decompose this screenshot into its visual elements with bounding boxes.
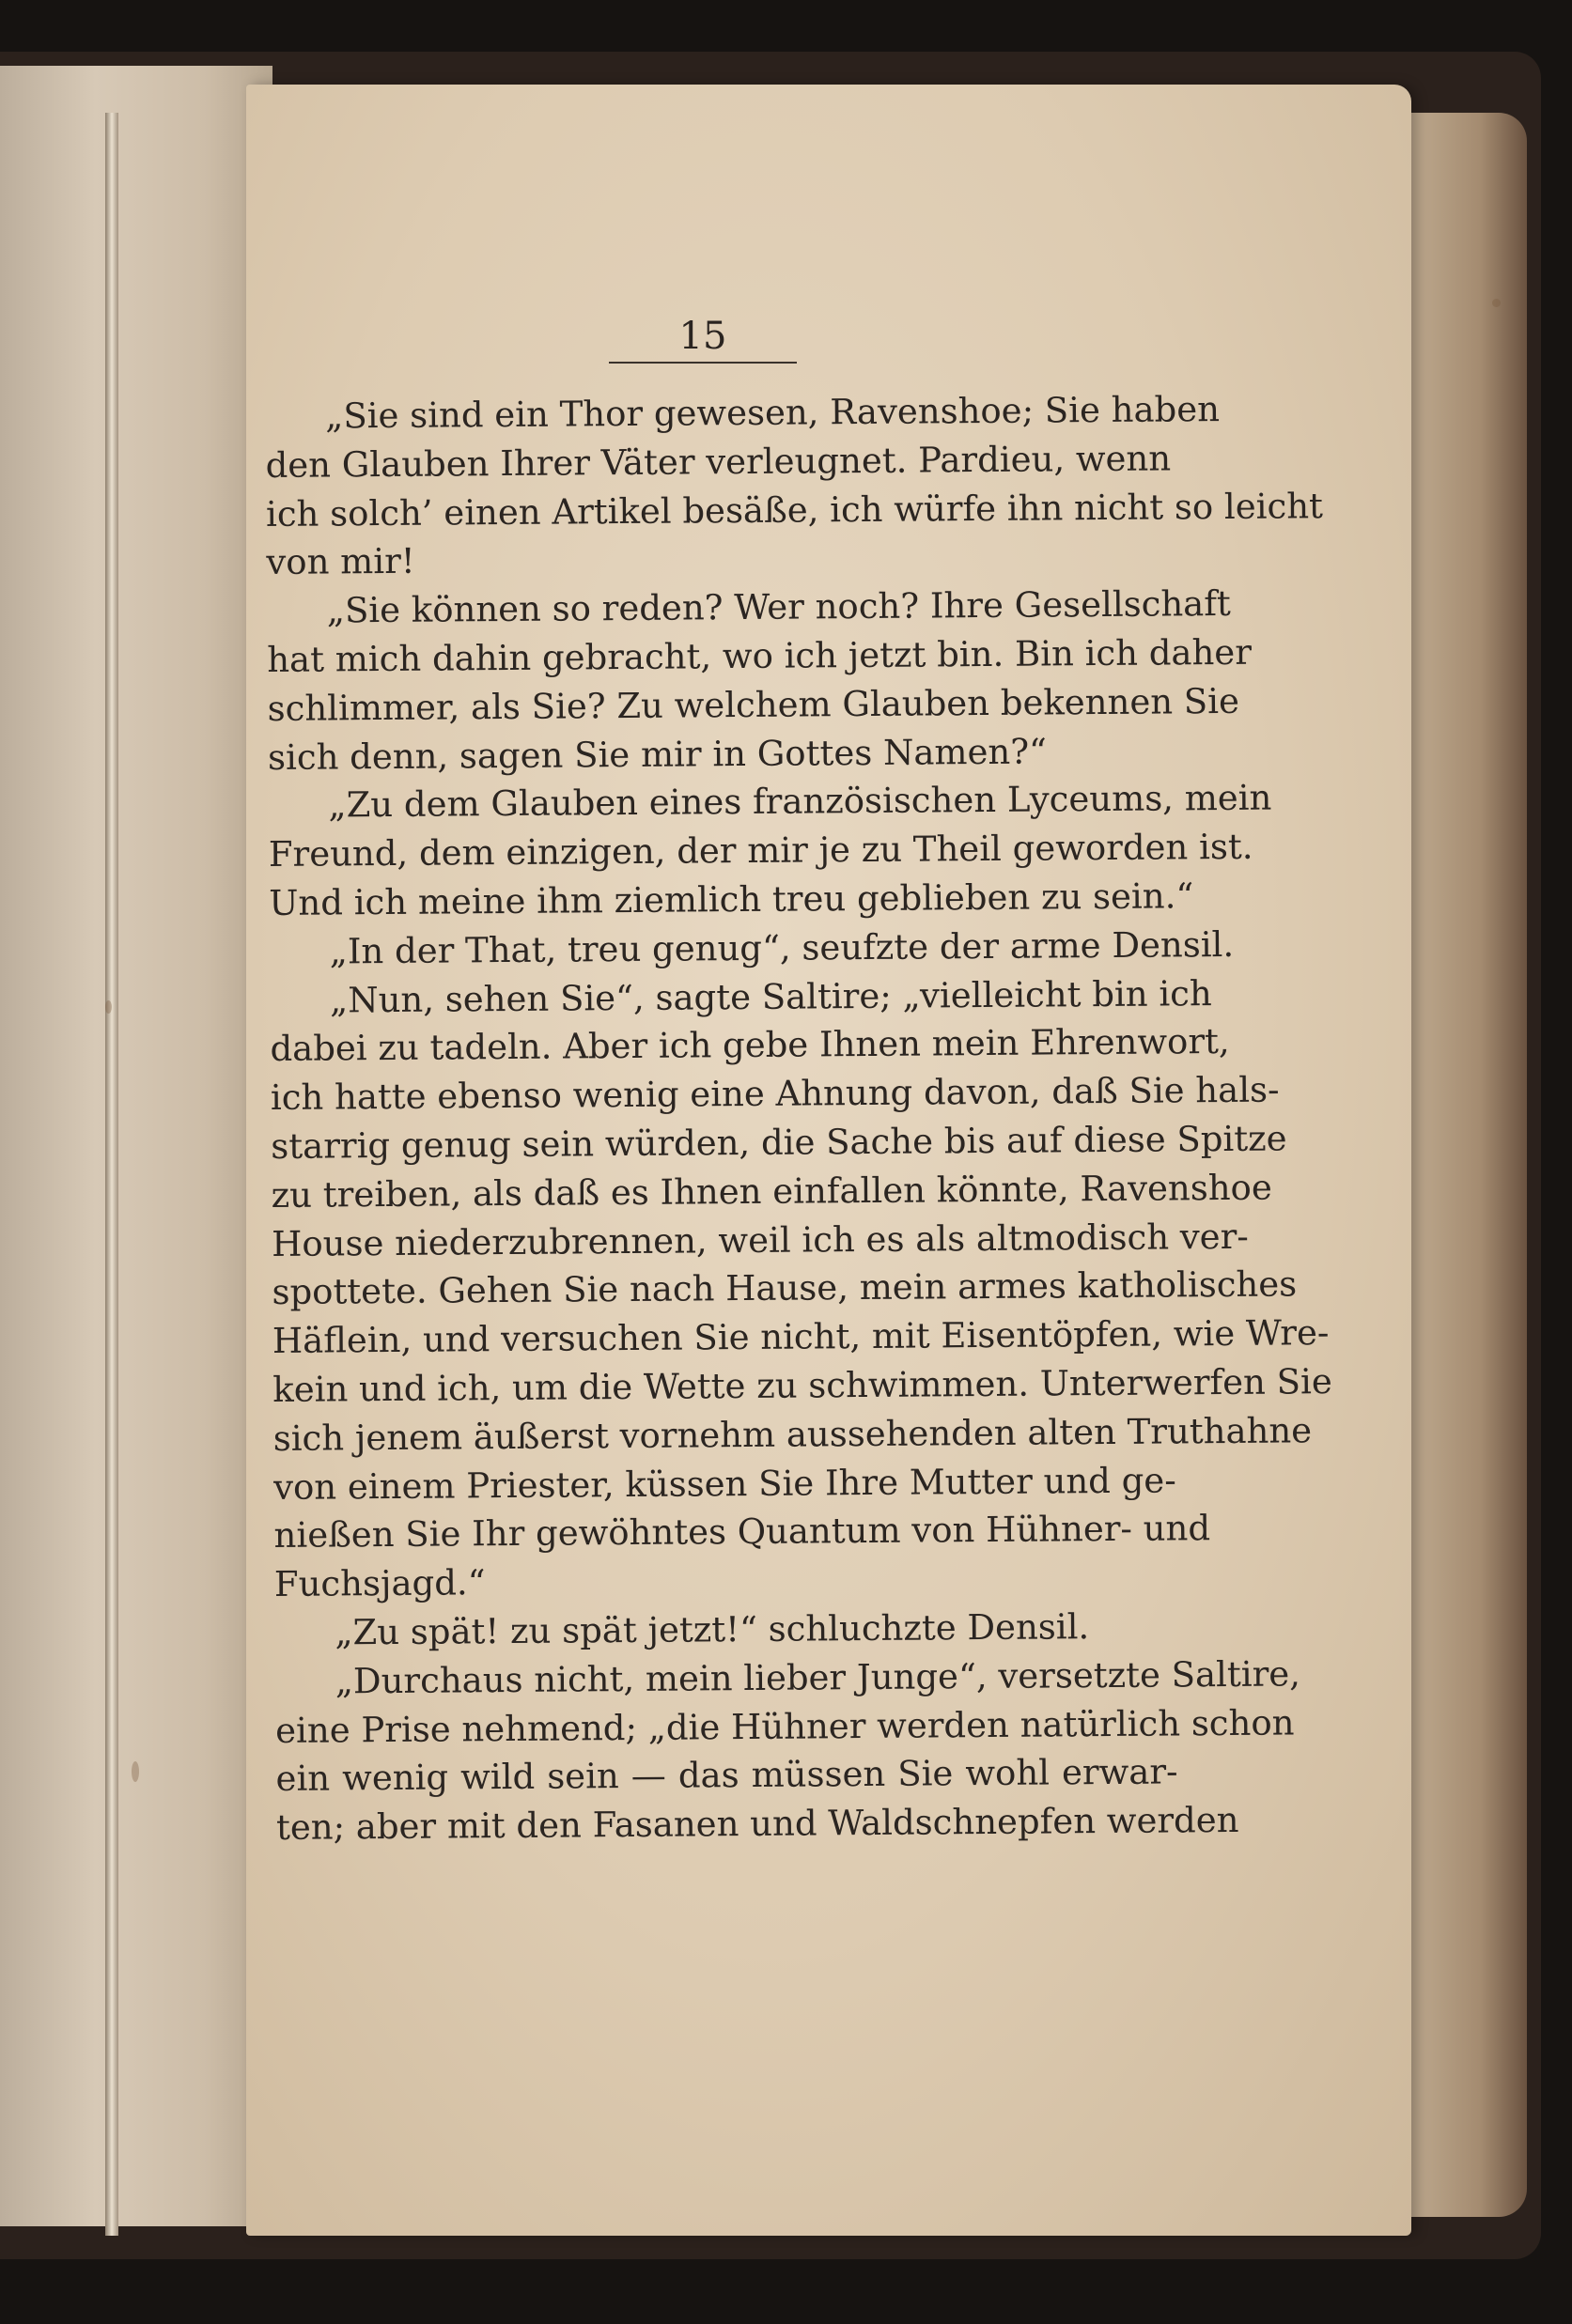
body-text (265, 385, 1332, 1851)
text-line: „Durchaus nicht, mein lieber Junge“, versetzte Saltire, (335, 1653, 1301, 1702)
text-line: starrig genug sein würden, die Sache bis auf diese Spitze (271, 1118, 1287, 1167)
text-line: von einem Priester, küssen Sie Ihre Mutter und ge- (272, 1459, 1176, 1508)
text-line: zu treiben, als daß es Ihnen einfallen könnte, Ravenshoe (271, 1167, 1272, 1216)
text-line: ich hatte ebenso wenig eine Ahnung davon, daß Sie hals- (270, 1069, 1280, 1119)
book-gutter (105, 113, 118, 2236)
page-number: 15 (678, 315, 727, 358)
text-line: House niederzubrennen, weil ich es als altmodisch ver- (271, 1216, 1249, 1264)
text-line: „Sie können so reden? Wer noch? Ihre Gesellschaft (326, 583, 1232, 631)
text-line: „Nun, sehen Sie“, sagte Saltire; „vielleicht bin ich (329, 972, 1212, 1021)
text-line: eine Prise nehmend; „die Hühner werden natürlich schon (275, 1701, 1295, 1751)
text-line: sich jenem äußerst vornehm aussehenden alten Truthahne (272, 1410, 1313, 1459)
stain-spot (1492, 299, 1501, 307)
text-line: ten; aber mit den Fasanen und Waldschnepfen werden (275, 1800, 1239, 1849)
stain-spot (105, 1000, 112, 1014)
text-line: schlimmer, als Sie? Zu welchem Glauben bekennen Sie (267, 680, 1240, 729)
text-line: sich denn, sagen Sie mir in Gottes Namen?“ (267, 731, 1048, 778)
text-line: Und ich meine ihm ziemlich treu geblieben zu sein.“ (269, 875, 1194, 923)
text-line: ich solch’ einen Artikel besäße, ich würfe ihn nicht so leicht (265, 485, 1324, 535)
left-page (0, 66, 272, 2226)
header-rule (609, 362, 797, 364)
text-line: dabei zu tadeln. Aber ich gebe Ihnen mein Ehrenwort, (270, 1021, 1230, 1070)
text-line: nießen Sie Ihr gewöhntes Quantum von Hühner- und (273, 1508, 1211, 1557)
text-line: „Zu dem Glauben eines französischen Lyceums, mein (328, 777, 1272, 826)
text-line: spottete. Gehen Sie nach Hause, mein armes katholisches (272, 1263, 1298, 1313)
text-line: „In der That, treu genug“, seufzte der arme Densil. (329, 923, 1235, 972)
text-line: Fuchsjagd.“ (273, 1562, 486, 1605)
text-line: hat mich dahin gebracht, wo ich jetzt bin. Bin ich daher (267, 631, 1253, 680)
text-line: kein und ich, um die Wette zu schwimmen. Unterwerfen Sie (272, 1361, 1332, 1410)
text-line: den Glauben Ihrer Väter verleugnet. Pardieu, wenn (265, 438, 1172, 486)
text-line: von mir! (266, 541, 415, 583)
text-line: Häflein, und versuchen Sie nicht, mit Eisentöpfen, wie Wre- (272, 1312, 1330, 1362)
text-line: „Zu spät! zu spät jetzt!“ schluchzte Densil. (335, 1606, 1090, 1653)
stain-spot (132, 1761, 139, 1782)
text-line: Freund, dem einzigen, der mir je zu Theil geworden ist. (268, 826, 1253, 875)
text-line: ein wenig wild sein — das müssen Sie wohl erwar- (275, 1751, 1178, 1800)
text-line: „Sie sind ein Thor gewesen, Ravenshoe; Sie haben (325, 389, 1221, 437)
